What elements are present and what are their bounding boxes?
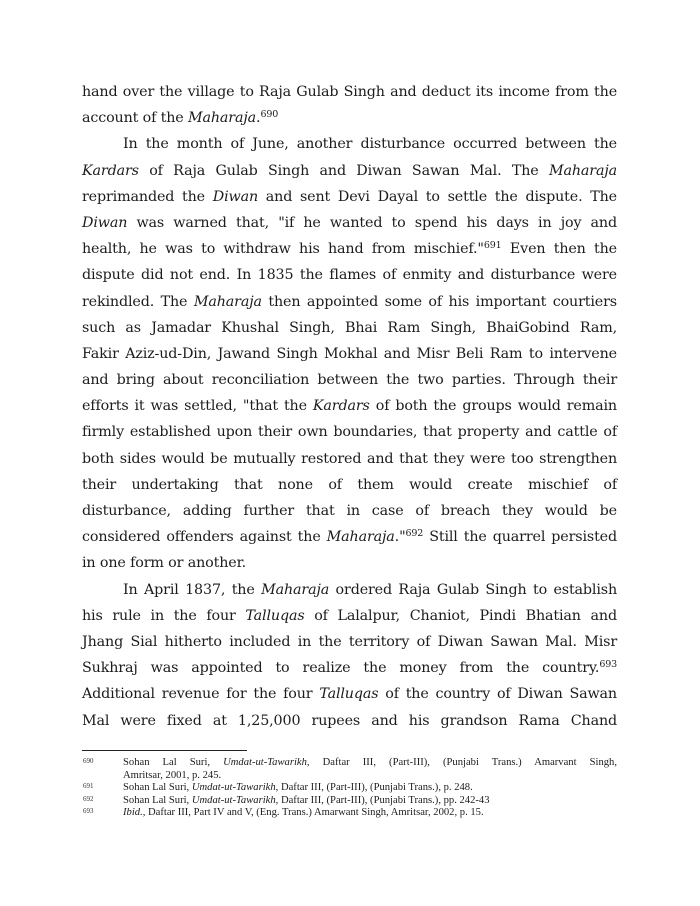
footnote-number: 692 [83,794,94,803]
footnote-number: 693 [83,807,94,816]
footnote [82,757,617,782]
text-line [82,315,617,341]
text-run: in one form or another. [82,555,247,572]
text-run: Jhang Sial hitherto included in the territory of Diwan Sawan Mal. Misr [82,633,617,650]
text-run: Sukhraj was appointed to realize the money from the country. [82,660,600,677]
text-line [82,446,617,472]
citation-text: , Daftar III, (Part-III), (Punjabi Trans.), p. 248. [275,782,473,794]
footnote-separator [82,750,247,751]
text-line [82,419,617,445]
text-run: health, he was to withdraw his hand from mischief." [82,241,484,258]
italic-term: Diwan [82,214,128,231]
italic-term: Maharaja [188,110,257,127]
footnotes [82,757,617,820]
footnote-reference[interactable]: 692 [405,528,424,540]
text-run: their undertaking that none of them would create mischief of [82,476,617,493]
footnote-line [123,782,617,795]
text-line [82,524,617,550]
citation-title: Umdat-ut-Tawarikh [223,757,307,768]
italic-term: Talluqas [319,686,379,703]
text-run: and sent Devi Dayal to settle the dispute. The [258,188,617,205]
text-line [82,603,617,629]
text-run: disturbance, adding further that in case of breach they would be [82,503,617,519]
footnote-line [123,770,617,783]
text-run: Fakir Aziz-ud-Din, Jawand Singh Mokhal and Misr Beli Ram to intervene [82,345,617,362]
citation-text: Sohan Lal Suri, [123,757,224,768]
citation-title: Umdat-ut-Tawarikh [191,794,276,806]
text-line [82,629,617,655]
footnote [82,795,617,808]
italic-term: Diwan [212,188,259,205]
text-line [82,289,617,315]
citation-title: Umdat-ut-Tawarikh [191,782,276,794]
italic-term: Maharaja [548,162,617,179]
text-line [82,367,617,393]
text-run: ordered Raja Gulab Singh to establish [329,581,618,598]
text-run: then appointed some of his important courtiers [261,293,617,310]
text-run: of the country of Diwan Sawan [378,686,617,703]
text-run: Still the quarrel persisted [423,529,617,546]
text-run: account of the [82,110,189,127]
citation-text: , Daftar III, Part IV and V, (Eng. Trans.) Amarwant Singh, Amritsar, 2002, p. 15. [142,807,484,819]
citation-text: Amritsar, 2001, p. 245. [123,769,222,781]
text-run: Mal were fixed at 1,25,000 rupees and his grandson Rama Chand [82,712,617,729]
footnote-number: 691 [83,782,94,791]
text-line [82,262,617,288]
text-line [82,393,617,419]
citation-text: Sohan Lal Suri, [123,782,192,794]
text-line [82,341,617,367]
italic-term: Kardars [312,398,370,415]
text-run: In the month of June, another disturbance occurred between the [123,136,617,153]
text-run: In April 1837, the [123,581,262,598]
text-run: firmly established upon their own boundaries, that property and cattle of [82,424,617,441]
footnote-text [123,795,617,808]
text-run: Even then the [501,241,617,258]
text-line [82,210,617,236]
text-run: . [256,110,261,127]
footnote-line [123,795,617,808]
text-run: efforts it was settled, "that the [82,398,313,415]
text-run: and bring about reconciliation between the two parties. Through their [82,372,617,389]
footnote [82,782,617,795]
text-line [82,708,617,734]
italic-term: Talluqas [245,607,305,624]
text-line [82,131,617,157]
citation-text: , Daftar III, (Part-III), (Punjabi Trans.) Amarvant Singh, [306,757,617,768]
text-run: dispute did not end. In 1835 the flames of enmity and disturbance were [82,267,617,284]
footnote-reference[interactable]: 690 [260,109,279,121]
text-run: hand over the village to Raja Gulab Singh and deduct its income from the [82,84,617,100]
text-line [82,681,617,707]
italic-term: Kardars [82,162,139,179]
footnote-reference[interactable]: 691 [483,240,502,252]
footnote [82,807,617,820]
footnote-text [123,807,617,820]
text-line [82,498,617,524]
text-run: reprimanded the [82,188,213,205]
footnote-line [123,807,617,820]
footnote-reference[interactable]: 693 [599,659,617,671]
text-line [82,105,617,131]
italic-term: Maharaja [193,293,262,310]
text-run: ." [394,529,406,546]
text-line [82,158,617,184]
citation-text: Sohan Lal Suri, [123,794,192,806]
text-run: his rule in the four [82,607,246,624]
body-text [82,79,617,734]
footnote-text [123,757,617,782]
footnote-number: 690 [83,757,94,765]
text-run: of Lalalpur, Chaniot, Pindi Bhatian and [304,607,617,624]
text-line [82,184,617,210]
footnote-line [123,757,617,770]
text-line [82,577,617,603]
italic-term: Maharaja [326,529,395,546]
text-line [82,79,617,105]
text-line [82,236,617,262]
footnote-text [123,782,617,795]
text-run: both sides would be mutually restored and that they were too strengthen [82,450,617,467]
text-run: such as Jamadar Khushal Singh, Bhai Ram Singh, BhaiGobind Ram, [82,319,617,336]
italic-term: Maharaja [261,581,330,598]
text-run: of both the groups would remain [369,398,617,415]
citation-title: Ibid. [123,807,143,819]
text-line [82,472,617,498]
text-run: considered offenders against the [82,529,327,546]
text-run: Additional revenue for the four [82,686,320,703]
text-line [82,550,617,576]
text-run: was warned that, "if he wanted to spend his days in joy and [127,214,617,231]
text-run: of Raja Gulab Singh and Diwan Sawan Mal. The [138,162,549,179]
text-line [82,655,617,681]
citation-text: , Daftar III, (Part-III), (Punjabi Trans.), pp. 242-43 [275,794,490,806]
text-run: rekindled. The [82,293,194,310]
